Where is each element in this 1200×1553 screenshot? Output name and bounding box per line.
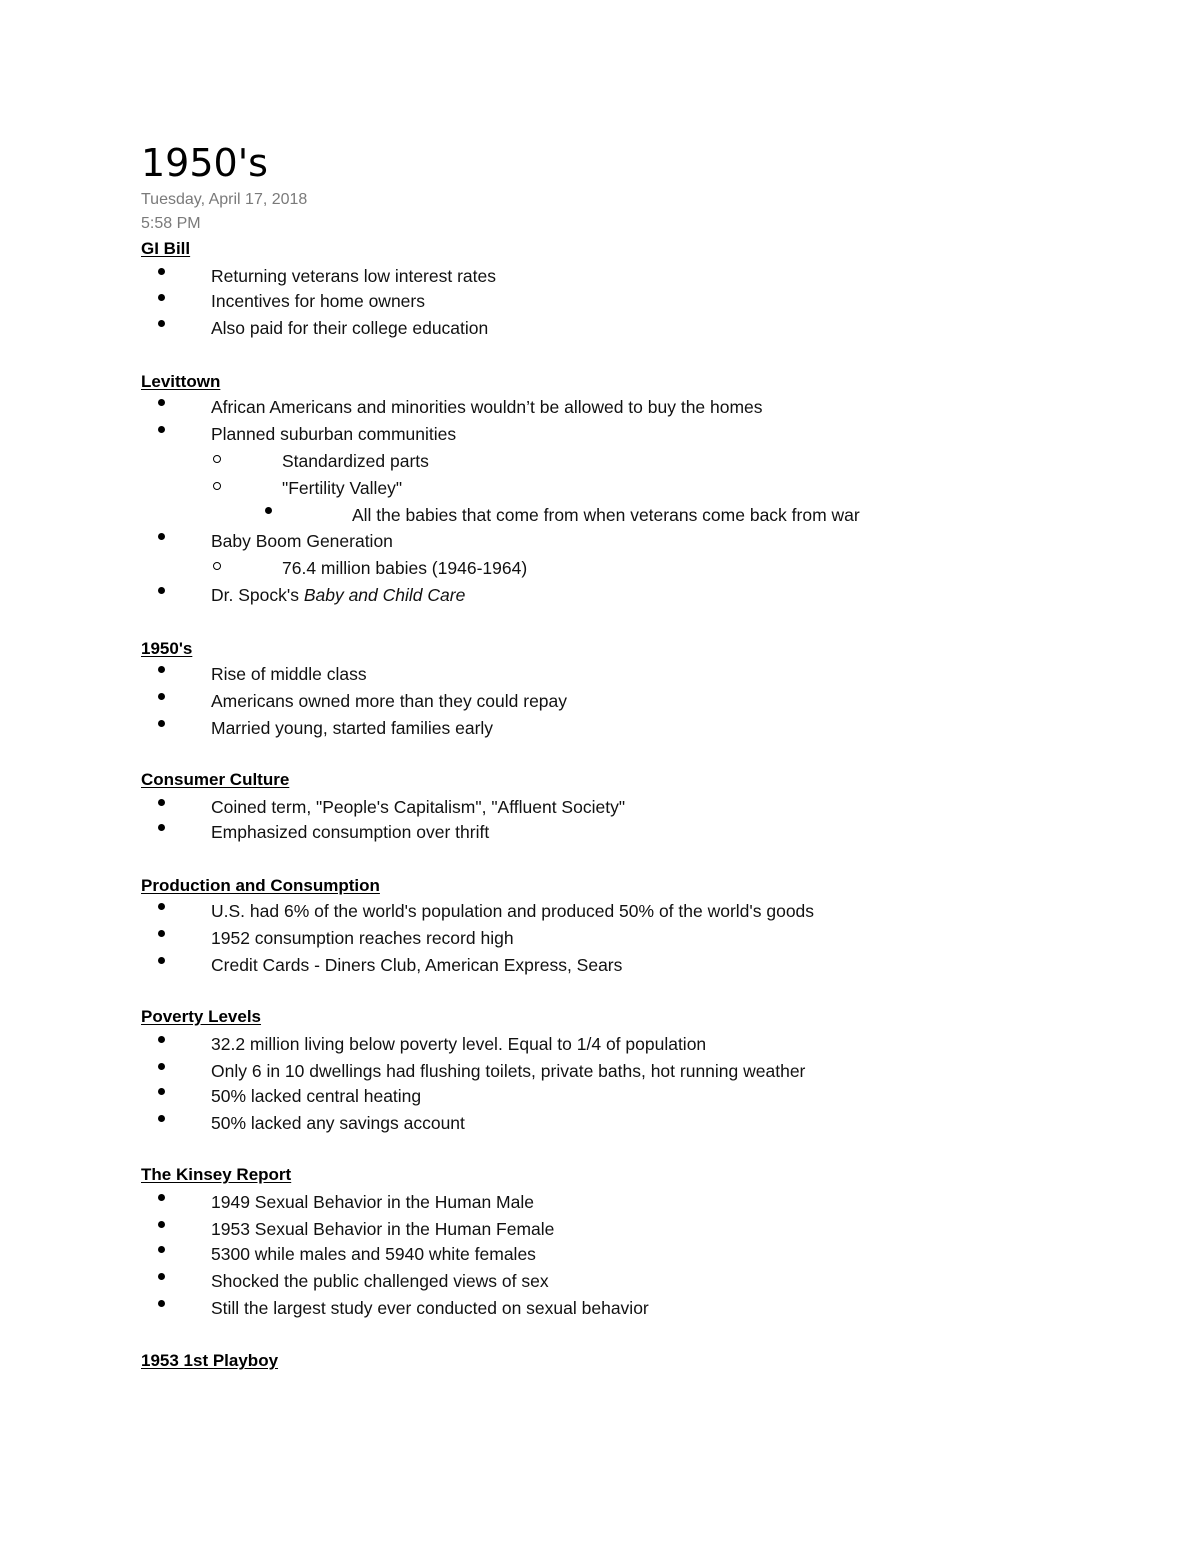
list-item: 76.4 million babies (1946-1964) <box>282 558 528 578</box>
note-date: Tuesday, April 17, 2018 <box>141 191 308 208</box>
heading-production-consumption: Production and Consumption <box>141 876 380 895</box>
bullet-disc-icon <box>158 533 165 540</box>
list-item: 5300 while males and 5940 white females <box>211 1244 536 1264</box>
list-item: Also paid for their college education <box>211 318 489 338</box>
list-item: Returning veterans low interest rates <box>211 266 496 286</box>
page-title: 1950's <box>141 141 268 185</box>
bullet-disc-icon <box>158 1088 165 1095</box>
list-item: 1952 consumption reaches record high <box>211 928 514 948</box>
bullet-disc-icon <box>158 1115 165 1122</box>
bullet-circle-icon <box>213 562 221 570</box>
bullet-disc-icon <box>158 294 165 301</box>
bullet-disc-icon <box>265 507 272 514</box>
bullet-disc-icon <box>158 426 165 433</box>
list-item: All the babies that come from when veterans come back from war <box>352 505 860 525</box>
list-item: Americans owned more than they could repay <box>211 691 568 711</box>
list-item: Shocked the public challenged views of sex <box>211 1271 549 1291</box>
heading-poverty-levels: Poverty Levels <box>141 1007 262 1026</box>
bullet-disc-icon <box>158 587 165 594</box>
heading-1950s: 1950's <box>141 639 193 658</box>
list-item: Rise of middle class <box>211 664 367 684</box>
list-item: Baby Boom Generation <box>211 531 393 551</box>
bullet-disc-icon <box>158 1273 165 1280</box>
list-item: 1953 Sexual Behavior in the Human Female <box>211 1219 555 1239</box>
note-time: 5:58 PM <box>141 215 201 232</box>
list-item: Coined term, "People's Capitalism", "Affluent Society" <box>211 797 626 817</box>
list-item: Married young, started families early <box>211 718 494 738</box>
list-item: "Fertility Valley" <box>282 478 403 498</box>
list-item: U.S. had 6% of the world's population and produced 50% of the world's goods <box>211 901 815 921</box>
list-item: 32.2 million living below poverty level. Equal to 1/4 of population <box>211 1034 707 1054</box>
list-item: Emphasized consumption over thrift <box>211 822 490 842</box>
heading-consumer-culture: Consumer Culture <box>141 770 290 789</box>
bullet-disc-icon <box>158 1300 165 1307</box>
heading-gi-bill: GI Bill <box>141 239 191 258</box>
list-item: African Americans and minorities wouldn’t be allowed to buy the homes <box>211 397 763 417</box>
list-item: Still the largest study ever conducted on sexual behavior <box>211 1298 649 1318</box>
list-item-text: Dr. Spock's <box>211 585 304 605</box>
heading-kinsey-report: The Kinsey Report <box>141 1165 292 1184</box>
list-item: 50% lacked any savings account <box>211 1113 465 1133</box>
book-title: Baby and Child Care <box>303 585 466 605</box>
bullet-disc-icon <box>158 666 165 673</box>
bullet-disc-icon <box>158 930 165 937</box>
bullet-circle-icon <box>213 455 221 463</box>
bullet-disc-icon <box>158 693 165 700</box>
bullet-disc-icon <box>158 903 165 910</box>
bullet-disc-icon <box>158 1221 165 1228</box>
bullet-disc-icon <box>158 1246 165 1253</box>
bullet-disc-icon <box>158 399 165 406</box>
bullet-disc-icon <box>158 957 165 964</box>
list-item: 50% lacked central heating <box>211 1086 422 1106</box>
list-item: Standardized parts <box>282 451 429 471</box>
heading-levittown: Levittown <box>141 372 221 391</box>
list-item: Only 6 in 10 dwellings had flushing toilets, private baths, hot running weather <box>211 1061 806 1081</box>
heading-1953-playboy: 1953 1st Playboy <box>141 1351 279 1370</box>
bullet-disc-icon <box>158 720 165 727</box>
bullet-disc-icon <box>158 824 165 831</box>
bullet-circle-icon <box>213 482 221 490</box>
bullet-disc-icon <box>158 1063 165 1070</box>
bullet-disc-icon <box>158 1036 165 1043</box>
list-item: Credit Cards - Diners Club, American Express, Sears <box>211 955 623 975</box>
list-item: Incentives for home owners <box>211 291 425 311</box>
bullet-disc-icon <box>158 799 165 806</box>
bullet-disc-icon <box>158 268 165 275</box>
list-item: Planned suburban communities <box>211 424 457 444</box>
bullet-disc-icon <box>158 1194 165 1201</box>
list-item: 1949 Sexual Behavior in the Human Male <box>211 1192 534 1212</box>
bullet-disc-icon <box>158 320 165 327</box>
list-item <box>211 584 465 606</box>
